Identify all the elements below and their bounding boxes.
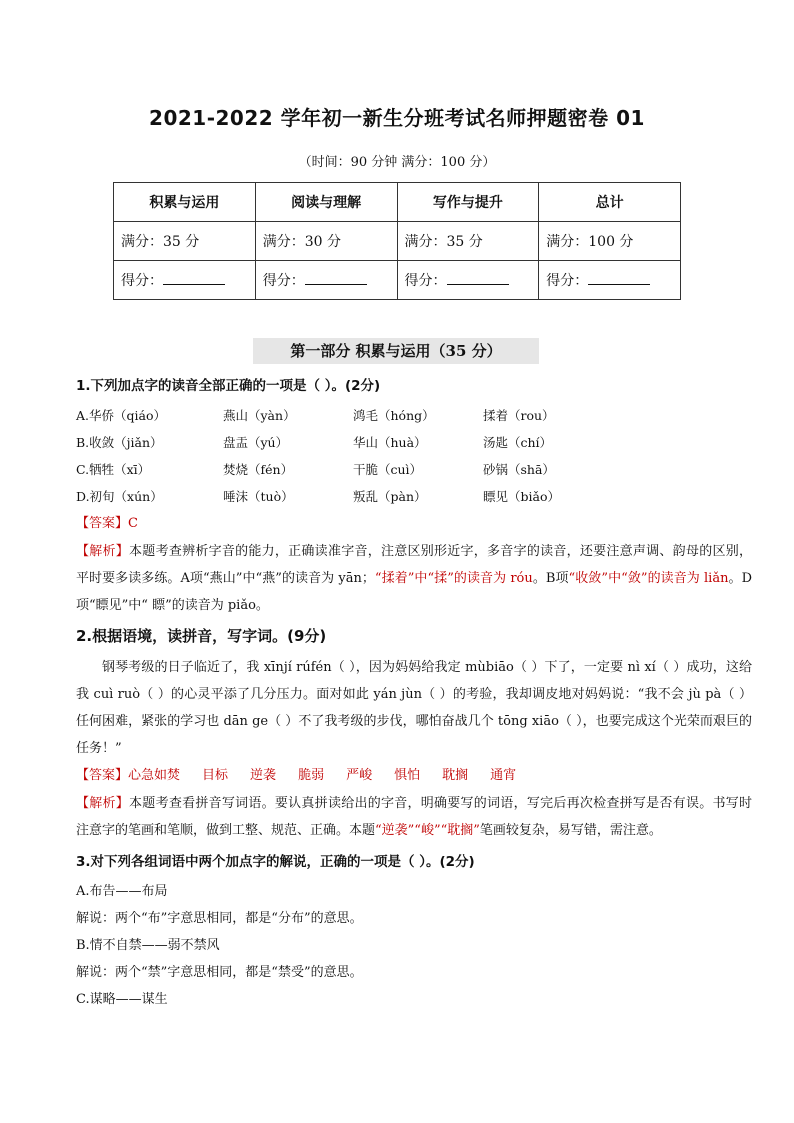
analysis-text: 笔画较复杂，易写错，需注意。: [479, 823, 662, 838]
question-content: [76, 374, 752, 1013]
answer-tag: 【答案】: [76, 516, 129, 531]
option-row: [76, 483, 752, 510]
score-blank[interactable]: [447, 272, 509, 285]
option-item: 瞟见（biǎo）: [483, 489, 560, 504]
analysis-tag: 【解析】: [76, 544, 130, 559]
analysis-paragraph: [76, 790, 752, 844]
answer-value: C: [128, 516, 138, 531]
header-cell: 写作与提升: [397, 183, 539, 222]
full-marks-cell: 满分：35 分: [397, 222, 539, 261]
question-1-stem: 1.下列加点字的读音全部正确的一项是（ ）。(2分): [76, 378, 381, 394]
answer-line: [76, 510, 752, 538]
question-3-line: 解说：两个“布”字意思相同，都是“分布”的意思。: [76, 911, 363, 926]
analysis-text: 本题考查辨析字音的能力，正确读准字音，注意区别形近字，多音字的读音，还要注意声调、韵母的区别，平时要多读多练。A项“燕山”中“燕”的读音为 yān；: [76, 544, 752, 586]
score-blank[interactable]: [588, 272, 650, 285]
option-row: [76, 402, 752, 429]
option-item: 焚烧（fén）: [223, 462, 294, 477]
analysis-highlight: “收敛”中“敛”的读音为 liǎn: [568, 571, 729, 586]
full-marks-cell: 满分：35 分: [114, 222, 256, 261]
option-item: 汤匙（chí）: [483, 435, 553, 450]
option-item: 盘盂（yú）: [223, 435, 289, 450]
option-item: 唾沫（tuò）: [223, 489, 294, 504]
page-title: 2021-2022 学年初一新生分班考试名师押题密卷 01: [149, 106, 645, 130]
answer-line: [76, 762, 752, 790]
question-3-line: A.布告——布局: [76, 884, 168, 899]
option-item: C.牺牲（xī）: [76, 462, 151, 477]
option-item: 鸿毛（hóng）: [353, 408, 435, 423]
analysis-paragraph: [76, 538, 752, 619]
question-3-line: C.谋略——谋生: [76, 992, 168, 1007]
answer-tag: 【答案】: [76, 768, 129, 783]
answer-word: 耽搁: [442, 768, 469, 783]
option-item: 叛乱（pàn）: [353, 489, 427, 504]
option-item: B.收敛（jiǎn）: [76, 435, 163, 450]
score-table-header-row: [114, 183, 681, 222]
score-cell[interactable]: 得分：: [539, 261, 681, 300]
option-item: 揉着（rou）: [483, 408, 555, 423]
analysis-text: 。B项: [532, 571, 569, 586]
question-3-line: B.情不自禁——弱不禁风: [76, 938, 220, 953]
answer-word: 心急如焚: [128, 768, 181, 783]
question-2-stem: 2.根据语境，读拼音，写字词。(9分): [76, 627, 327, 645]
score-cell[interactable]: 得分：: [397, 261, 539, 300]
option-item: 砂锅（shā）: [483, 462, 555, 477]
header-cell: 总计: [539, 183, 681, 222]
header-cell: 积累与运用: [114, 183, 256, 222]
exam-info: （时间：90 分钟 满分：100 分）: [298, 155, 496, 170]
option-row: [76, 429, 752, 456]
question-3-line: 解说：两个“禁”字意思相同，都是“禁受”的意思。: [76, 965, 363, 980]
full-marks-cell: 满分：100 分: [539, 222, 681, 261]
analysis-text: 。D项“瞟见”中“ 瞟”的读音为 piǎo。: [76, 571, 752, 613]
analysis-highlight: “耽搁”: [440, 823, 480, 838]
header-cell: 阅读与理解: [255, 183, 397, 222]
full-marks-row: [114, 222, 681, 261]
answer-word: 逆袭: [250, 768, 277, 783]
analysis-tag: 【解析】: [76, 796, 130, 811]
answer-word: 脆弱: [298, 768, 325, 783]
option-item: A.华侨（qiáo）: [76, 408, 166, 423]
score-cell[interactable]: 得分：: [255, 261, 397, 300]
score-blank[interactable]: [163, 272, 225, 285]
full-marks-cell: 满分：30 分: [255, 222, 397, 261]
analysis-highlight: “逆袭”“峻”: [375, 823, 441, 838]
analysis-highlight: “揉着”中“揉”的读音为 róu: [374, 571, 533, 586]
option-item: D.初旬（xún）: [76, 489, 163, 504]
section-heading: 第一部分 积累与运用（35 分）: [253, 338, 539, 364]
analysis-text: 本题考查看拼音写词语。要认真拼读给出的字音，明确要写的词语，写完后再次检查拼写是否有误。书写时注意字的笔画和笔顺，做到工整、规范、正确。本题: [76, 796, 752, 838]
score-table: [113, 182, 681, 300]
question-3-stem: 3.对下列各组词语中两个加点字的解说，正确的一项是（ ）。(2分): [76, 854, 475, 870]
option-row: [76, 456, 752, 483]
score-cell[interactable]: 得分：: [114, 261, 256, 300]
score-blank[interactable]: [305, 272, 367, 285]
answer-word: 目标: [202, 768, 229, 783]
option-item: 燕山（yàn）: [223, 408, 296, 423]
question-2-passage: 钢琴考级的日子临近了，我 xīnjí rúfén（ ），因为妈妈给我定 mùbiāo（ ）下了，一定要 nì xí（ ）成功，这给我 cuì ruò（ ）的心灵平添了几分压力。面对如此 yán jùn（ ）的考验，我却调皮地对妈妈说：“我不会 jù pà（ ）任何困难，紧张的学习也 dān ge（ ）不了我考级的步伐，哪怕奋战几个 tōng xiāo（ ），也要完成这个光荣而艰巨的任务！”: [76, 660, 752, 756]
answer-word: 通宵: [490, 768, 517, 783]
score-row: [114, 261, 681, 300]
option-item: 干脆（cuì）: [353, 462, 423, 477]
answer-word: 严峻: [346, 768, 373, 783]
answer-word: 惧怕: [394, 768, 421, 783]
option-item: 华山（huà）: [353, 435, 427, 450]
